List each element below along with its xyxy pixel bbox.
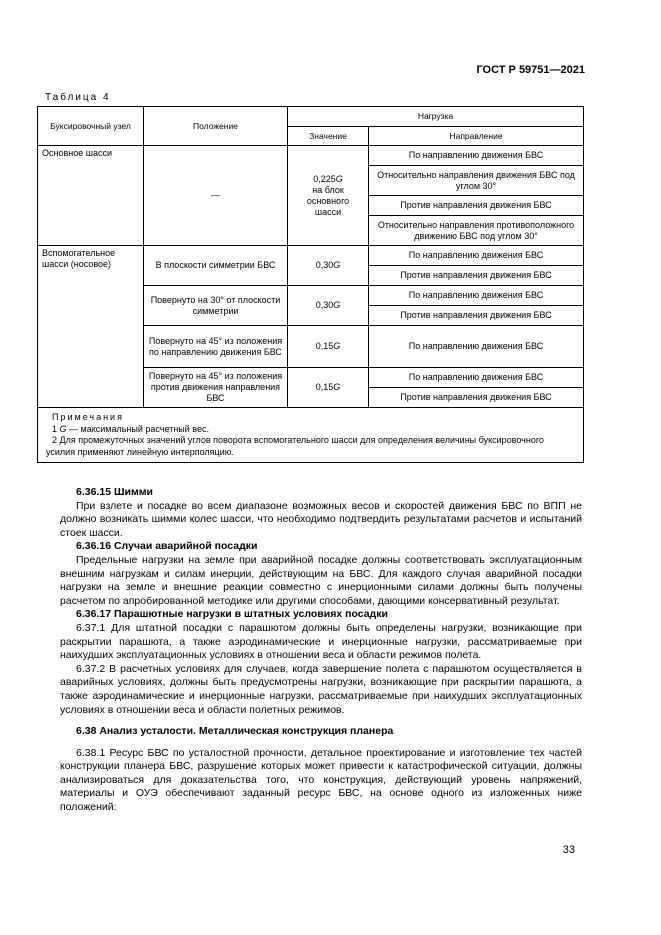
section-6-37-2-text: 6.37.2 В расчетных условиях для случаев, когда завершение полета с парашютом осуществляется в аварийных условиях, должны быть предусмотрены нагрузки, возникающие при раскрытии парашюта, а также аэродинамические и инерционные нагрузки, рассматриваемые при наихудших эксплуатационных условиях в отношении веса и области полетных режимов. <box>60 662 582 716</box>
aux-value-2-num: 0,15 <box>315 341 334 351</box>
main-dir-2: Против направления движения БВС <box>369 196 584 216</box>
header-node: Буксировочный узел <box>38 107 144 146</box>
section-6-36-16-title: 6.36.16 Случаи аварийной посадки <box>76 540 258 553</box>
main-value-rest: на блок основного шасси <box>306 184 350 217</box>
section-6-38-title: 6.38 Анализ усталости. Металлическая конструкция планера <box>76 725 394 738</box>
aux-value-3 <box>288 368 369 408</box>
aux-dir-1-1: Против направления движения БВС <box>369 306 584 326</box>
body-text <box>60 486 582 815</box>
notes-title: Примечания <box>52 412 124 422</box>
section-6-38-1-text: 6.38.1 Ресурс БВС по усталостной прочности, детальное проектирование и изготовление тех частей конструкции планера БВС, разрушение которых может привести к катастрофической ситуации, должны анализироваться для доказательства того, что конструкция, действующий уровень напряжений, материалы и ОУЭ обеспечивают заданный ресурс БВС, на основе одного из изложенных ниже положений: <box>60 746 582 814</box>
cell-main-node: Основное шасси <box>38 146 144 246</box>
aux-position-3: Повернуто на 45° из положения против движения направления БВС <box>144 368 288 408</box>
section-6-36-17-title: 6.36.17 Парашютные нагрузки в штатных условиях посадки <box>76 608 388 621</box>
aux-dir-1-0: По направлению движения БВС <box>369 286 584 306</box>
header-value: Значение <box>288 127 369 146</box>
section-6-36-16-text: Предельные нагрузки на земле при аварийной посадке должны соответствовать эксплуатационным внешним нагрузкам и силам инерции, действующим на БВС. Для каждого случая аварийной посадки нагрузки на земле и внешние реакции совместно с инерционными силами должны быть получены расчетом по апробированной методике или другими способами, дающими консервативный результат. <box>60 553 582 607</box>
main-dir-3: Относительно направления противоположного движению БВС под углом 30° <box>369 216 584 246</box>
header-position: Положение <box>144 107 288 146</box>
aux-value-3-sym: G <box>333 382 341 392</box>
aux-dir-3-1: Против направления движения БВС <box>369 388 584 408</box>
aux-value-0-num: 0,30 <box>315 260 334 270</box>
aux-dir-3-0: По направлению движения БВС <box>369 368 584 388</box>
table-notes <box>38 408 584 463</box>
aux-dir-2-0: По направлению движения БВС <box>369 326 584 368</box>
cell-main-value <box>288 146 369 246</box>
aux-value-1-num: 0,30 <box>315 300 334 310</box>
aux-dir-0-0: По направлению движения БВС <box>369 246 584 266</box>
document-code: ГОСТ Р 59751—2021 <box>476 64 585 76</box>
main-value-sym: G <box>335 173 343 184</box>
main-dir-0: По направлению движения БВС <box>369 146 584 166</box>
aux-position-1: Повернуто на 30° от плоскости симметрии <box>144 286 288 326</box>
note-1: 1 G — максимальный расчетный вес. <box>52 423 209 434</box>
aux-value-1 <box>288 286 369 326</box>
header-direction: Направление <box>369 127 584 146</box>
section-6-36-15-title: 6.36.15 Шимми <box>76 486 153 498</box>
header-load: Нагрузка <box>288 107 584 127</box>
section-6-36-15-text: При взлете и посадке во всем диапазоне возможных весов и скоростей движения БВС по ВПП не должно возникать шимми колес шасси, что необходимо подтвердить результатами расчетов и испытаний стоек шасси. <box>60 499 582 539</box>
main-dir-1: Относительно направления движения БВС под углом 30° <box>369 166 584 196</box>
aux-value-2-sym: G <box>333 341 341 351</box>
aux-position-2: Повернуто на 45° из положения по направлению движения БВС <box>144 326 288 368</box>
aux-value-0 <box>288 246 369 286</box>
table-caption: Таблица 4 <box>45 92 111 103</box>
aux-dir-0-1: Против направления движения БВС <box>369 266 584 286</box>
aux-value-1-sym: G <box>333 300 341 310</box>
section-6-37-1-text: 6.37.1 Для штатной посадки с парашютом должны быть определены нагрузки, возникающие при раскрытии парашюта, а также аэродинамические и инерционные нагрузки, рассматриваемые при наихудших эксплуатационных условиях в отношении веса и области режимов полета. <box>60 621 582 662</box>
load-table <box>37 106 584 463</box>
page-number: 33 <box>562 844 575 856</box>
main-value-num: 0,225 <box>313 173 336 184</box>
cell-main-position: — <box>144 146 288 246</box>
aux-value-0-sym: G <box>333 260 341 270</box>
aux-value-3-num: 0,15 <box>315 382 334 392</box>
aux-value-2 <box>288 326 369 368</box>
cell-aux-node: Вспомогательное шасси (носовое) <box>38 246 144 408</box>
aux-position-0: В плоскости симметрии БВС <box>144 246 288 286</box>
note-2: 2 Для промежуточных значений углов поворота вспомогательного шасси для определения величины буксировочного усилия применяют линейную интерполяцию. <box>46 435 544 457</box>
